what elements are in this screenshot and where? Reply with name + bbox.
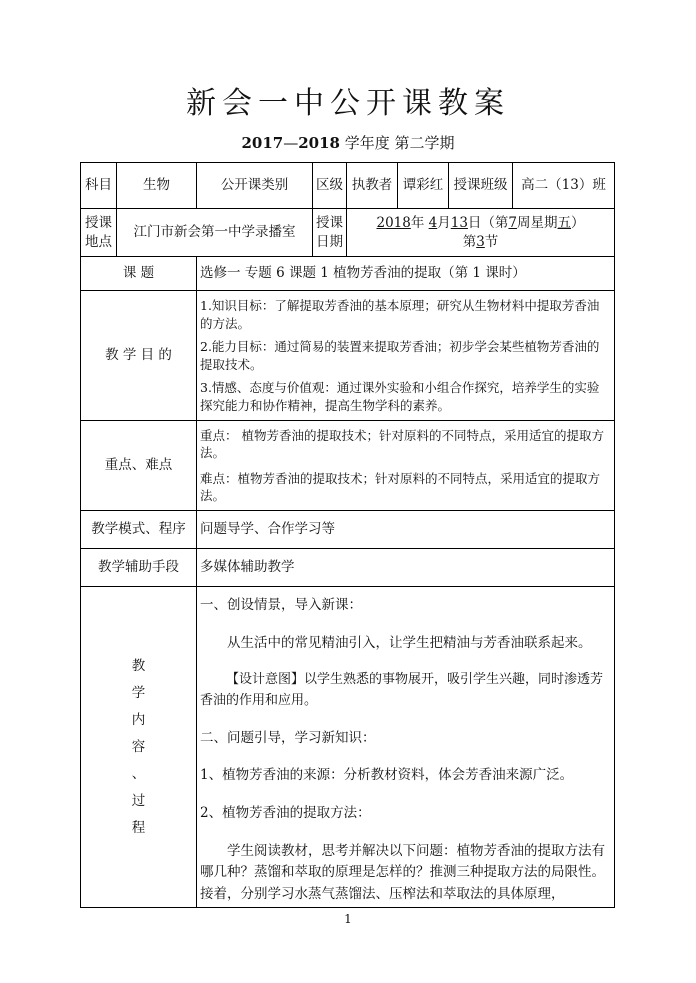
intro-text: 从生活中的常见精油引入，让学生把精油与芳香油联系起来。	[227, 634, 592, 651]
goals-content	[197, 291, 615, 421]
document-title: 新会一中公开课教案	[186, 86, 510, 121]
section-new-knowledge-heading: 二、问题引导，学习新知识：	[200, 729, 376, 746]
table-row-key-points	[81, 421, 615, 511]
goal-attitude: 3.情感、态度与价值观：通过课外实验和小组合作探究，培养学生的实验探究能力和协作精神，提高生物学科的素养。	[200, 380, 600, 413]
year-end: 2018	[298, 134, 340, 152]
section-intro-heading: 一、创设情景，导入新课：	[200, 597, 362, 613]
date-week: 7	[508, 214, 518, 231]
period-prefix: 第	[462, 233, 477, 250]
aids-value: 多媒体辅助教学	[197, 549, 615, 587]
class-label: 授课班级	[449, 163, 513, 209]
place-label: 授课地点	[81, 209, 117, 257]
process-label-char: 过	[131, 792, 146, 809]
table-row-mode	[81, 511, 615, 549]
process-label	[81, 587, 197, 908]
goals-label: 教 学 目 的	[81, 291, 197, 421]
teacher-value: 谭彩红	[398, 163, 449, 209]
date-day: 13	[450, 214, 468, 231]
mode-value: 问题导学、合作学习等	[197, 511, 615, 549]
table-row-aids	[81, 549, 615, 587]
design-intent: 【设计意图】以学生熟悉的事物展开，吸引学生兴趣，同时渗透芳香油的作用和应用。	[200, 672, 604, 708]
process-label-char: 、	[131, 765, 146, 782]
period-suffix: 节	[484, 233, 499, 250]
table-row-basic-info	[81, 163, 615, 209]
school-term	[0, 132, 696, 153]
year-start: 2017	[241, 134, 284, 152]
date-month: 4	[428, 214, 438, 231]
key-points-label: 重点、难点	[81, 421, 197, 511]
teacher-label: 执教者	[347, 163, 398, 209]
reading-task: 学生阅读教材，思考并解决以下问题：植物芳香油的提取方法有哪几种？蒸馏和萃取的原理是怎样的？推测三种提取方法的局限性。接着，分别学习水蒸气蒸馏法、压榨法和萃取法的具体原理，	[200, 842, 605, 902]
key-points-content	[197, 421, 615, 511]
period-number: 3	[476, 233, 485, 250]
mode-label: 教学模式、程序	[81, 511, 197, 549]
table-row-process	[81, 587, 615, 908]
process-label-char: 内	[131, 711, 146, 728]
goal-ability: 2.能力目标：通过简易的装置来提取芳香油；初步学会某些植物芳香油的提取技术。	[200, 339, 600, 372]
lesson-type-value: 区级	[313, 163, 347, 209]
date-value	[347, 209, 615, 257]
date-year-suffix: 年	[410, 214, 429, 231]
subject-value: 生物	[117, 163, 197, 209]
date-week-suffix: 周星期	[517, 214, 558, 231]
table-row-topic	[81, 257, 615, 291]
source-point: 1、植物芳香油的来源：分析教材资料，体会芳香油来源广泛。	[200, 767, 574, 784]
subject-label: 科目	[81, 163, 117, 209]
place-value: 江门市新会第一中学录播室	[117, 209, 313, 257]
process-content	[197, 587, 615, 908]
lesson-type-label: 公开课类别	[197, 163, 313, 209]
class-value: 高二（13）班	[513, 163, 615, 209]
difficulty-text: 难点：植物芳香油的提取技术；针对原料的不同特点，采用适宜的提取方法。	[200, 470, 601, 503]
date-year: 2018	[376, 214, 411, 231]
aids-label: 教学辅助手段	[81, 549, 197, 587]
term-text: 学年度 第二学期	[339, 134, 455, 152]
process-label-char: 学	[131, 684, 146, 701]
date-close: ）	[571, 214, 585, 231]
topic-value: 选修一 专题 6 课题 1 植物芳香油的提取（第 1 课时）	[197, 257, 615, 291]
page-number: 1	[344, 912, 352, 926]
date-weekday: 五	[557, 214, 572, 231]
focus-text: 重点： 植物芳香油的提取技术；针对原料的不同特点，采用适宜的提取方法。	[200, 427, 604, 460]
table-row-goals	[81, 291, 615, 421]
process-label-char: 教	[131, 657, 146, 674]
goal-knowledge: 1.知识目标：了解提取芳香油的基本原理；研究从生物材料中提取芳香油的方法。	[200, 298, 600, 331]
date-label: 授课日期	[313, 209, 347, 257]
method-point: 2、植物芳香油的提取方法：	[200, 804, 371, 821]
topic-label: 课 题	[81, 257, 197, 291]
process-label-char: 容	[131, 738, 146, 755]
date-day-suffix: 日（第	[467, 214, 509, 231]
table-row-place-date	[81, 209, 615, 257]
process-label-char: 程	[131, 819, 146, 836]
date-month-suffix: 月	[437, 214, 451, 231]
lesson-plan-table	[80, 162, 615, 908]
year-dash: —	[283, 134, 299, 152]
